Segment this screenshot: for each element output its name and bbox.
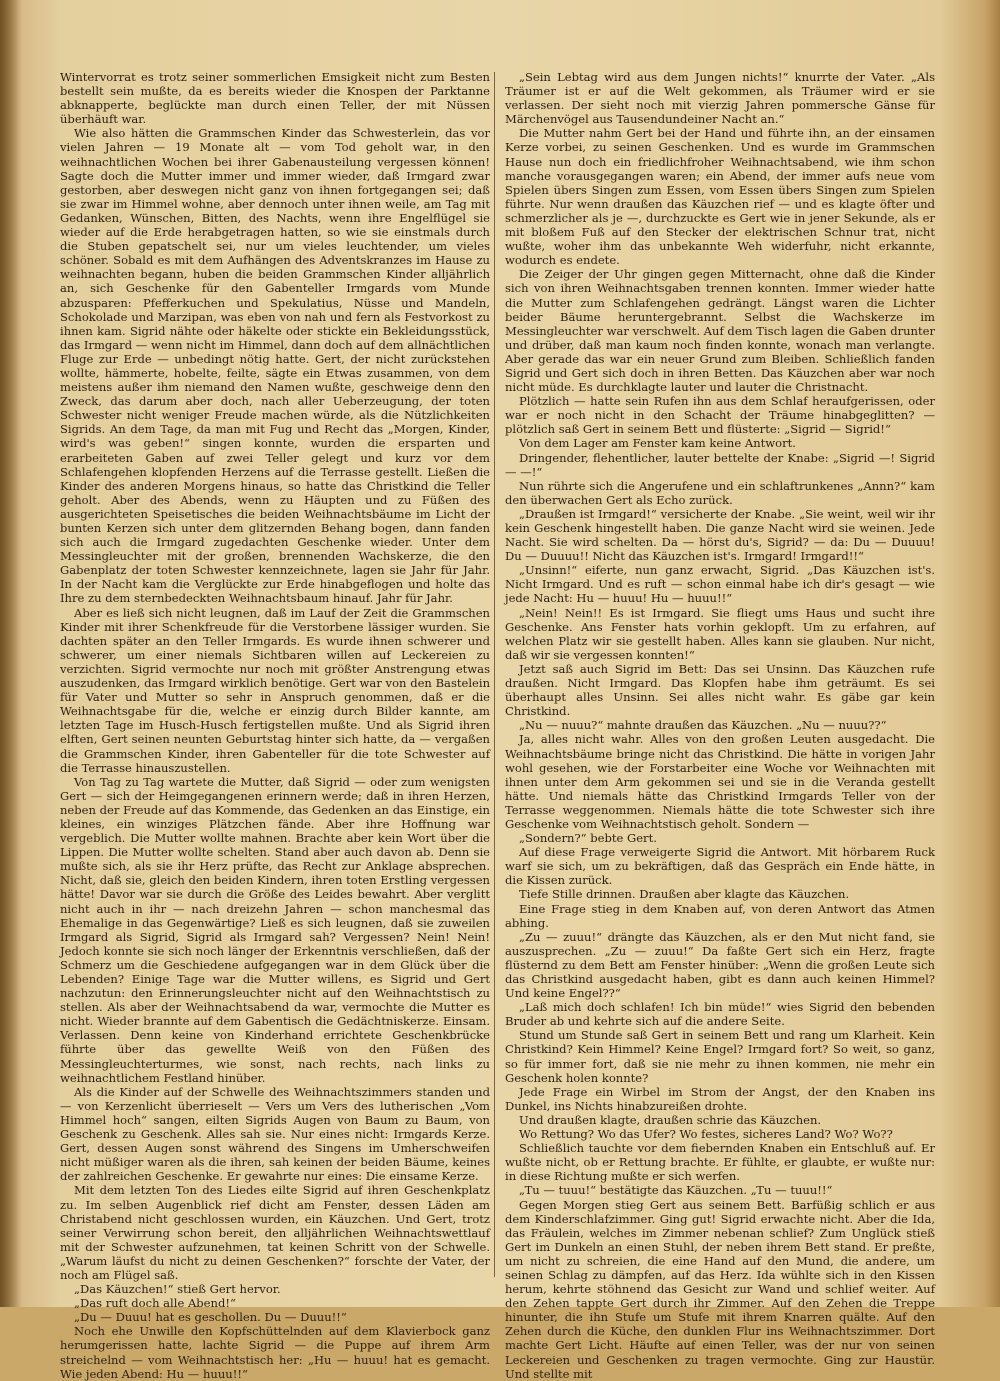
left-text-column: [60, 70, 490, 1381]
paragraph: Jetzt saß auch Sigrid im Bett: Das sei Unsinn. Das Käuzchen rufe draußen. Nicht Irmgard. Das Klopfen habe ihm geträumt. Es sei überhaupt alles Unsinn. Sei alles nicht wahr. Es gäbe gar kein Christkind.: [505, 661, 935, 719]
paragraph: Als die Kinder auf der Schwelle des Weihnachtszimmers standen und — von Kerzenlicht überrieselt — Vers um Vers des lutherischen „Vom Himmel hoch“ sangen, eilten Sigrids Augen von Baum zu Baum, von Geschenk zu Geschenk. Alles sah sie. Nur eines nicht: Irmgards Kerze. Gert, dessen Augen sonst während des Singens im Umherschweifen nicht müßiger waren als die ihren, sah keinen der beiden Bäume, keines der zahlreichen Geschenke. Er gewahrte nur eines: Die einsame Kerze.: [60, 1084, 490, 1184]
paragraph: „Du — Duuu! hat es geschollen. Du — Duuu!!“: [74, 1310, 347, 1325]
paragraph: Dringender, flehentlicher, lauter bettelte der Knabe: „Sigrid —! Sigrid — —!“: [505, 450, 935, 479]
paragraph: Gegen Morgen stieg Gert aus seinem Bett. Barfüßig schlich er aus dem Kinderschlafzimmer. Ging gut! Sigrid erwachte nicht. Aber die Ida, das Fräulein, welches im Zimmer nebenan schlief? Zum Unglück stieß Gert im Dunkeln an einen Stuhl, der neben ihrem Bett stand. Er preßte, um nicht zu schreien, die eine Hand auf den Mund, die andere, um seinen Schlag zu dämpfen, auf das Herz. Ida wühlte sich in den Kissen herum, kehrte stöhnend das Gesicht zur Wand und schlief weiter. Auf den Zehen tappte Gert durch ihr Zimmer. Auf den Zehen die Treppe hinunter, die ihn Stufe um Stufe mit ihrem Knarren quälte. Auf den Zehen durch die Küche, den dunklen Flur ins Weihnachtszimmer. Dort machte Gert Licht. Häufte auf einen Teller, was der nur von seinen Leckereien und Geschenken zu tragen vermochte. Ging zur Haustür. Und stellte mit: [505, 1197, 935, 1381]
paragraph: „Tu — tuuu!“ bestätigte das Käuzchen. „Tu — tuuu!!“: [519, 1183, 833, 1198]
paragraph: „Sondern?“ bebte Gert.: [519, 831, 657, 846]
paragraph: Auf diese Frage verweigerte Sigrid die Antwort. Mit hörbarem Ruck warf sie sich, um zu bekräftigen, daß das Gespräch ein Ende hätte, in die Kissen zurück.: [505, 845, 935, 888]
paragraph: Die Zeiger der Uhr gingen gegen Mitternacht, ohne daß die Kinder sich von ihren Weihnachtsgaben trennen konnten. Immer wieder hatte die Mutter zum Schlafengehen gedrängt. Längst waren die Lichter beider Bäume heruntergebrannt. Selbst die Wachskerze im Messingleuchter war verschwelt. Auf dem Tisch lagen die Gaben drunter und drüber, daß man kaum noch finden konnte, wonach man verlangte. Aber gerade das war ein neuer Grund zum Bleiben. Schließlich fanden Sigrid und Gert sich doch in ihren Betten. Das Käuzchen aber war noch nicht müde. Es durchklagte lauter und lauter die Christnacht.: [505, 267, 935, 395]
paragraph: Die Mutter nahm Gert bei der Hand und führte ihn, an der einsamen Kerze vorbei, zu seinen Geschenken. Und es wurde im Grammschen Hause nun doch ein friedlichfroher Weihnachtsabend, wie ihm schon manche vorausgegangen waren; ein Abend, der immer aufs neue vom Spielen übers Singen zum Essen, vom Essen übers Singen zum Spielen führte. Nur wenn draußen das Käuzchen rief — und es klagte öfter und schmerzlicher als je —, durchzuckte es Gert wie in jener Sekunde, als er mit bloßem Fuß auf den Stecker der elektrischen Schnur trat, nicht wußte, woher ihm das unbekannte Weh widerfuhr, nicht erkannte, wodurch es endete.: [505, 126, 935, 268]
paragraph: Nun rührte sich die Angerufene und ein schlaftrunkenes „Annn?“ kam den überwachen Gert als Echo zurück.: [505, 478, 935, 507]
paragraph: Ja, alles nicht wahr. Alles von den großen Leuten ausgedacht. Die Weihnachtsbäume bringe nicht das Christkind. Die hätte in vorigen Jahr wohl gesehen, wie der Forstarbeiter eine Woche vor Weihnachten mit ihnen unter dem Arm gekommen sei und sie in die Veranda gestellt hätte. Und niemals hätte das Christkind Irmgards Teller von der Terrasse weggenommen. Niemals hätte die tote Schwester sich ihre Geschenke vom Weihnachtstisch geholt. Sondern —: [505, 732, 935, 831]
paragraph: Von Tag zu Tag wartete die Mutter, daß Sigrid — oder zum wenigsten Gert — sich der Heimgegangenen erinnern werde; daß in ihren Herzen, neben der Freude auf das Kommende, das Gedenken an das Einstige, ein kleines, ein winziges Plätzchen fände. Aber ihre Hoffnung war vergeblich. Die Mutter wollte mahnen. Brachte aber kein Wort über die Lippen. Die Mutter wollte schelten. Stand aber auch davon ab. Denn sie mußte sich, als sie ihr Herz prüfte, das Recht zur Anklage absprechen. Nicht, daß sie, gleich den beiden Kindern, ihren toten Erstling vergessen hätte! Davor war sie durch die Größe des Leides bewahrt. Aber verglitt nicht auch in ihr — nach dreizehn Jahren — schon manchesmal das Ehemalige in das Gegenwärtige? Ließ es sich leugnen, daß sie zuweilen Irmgard als Sigrid, Sigrid als Irmgard sah? Vergessen? Nein! Nein! Jedoch konnte sie sich noch länger der Erkenntnis verschließen, daß der Schmerz um die Geschiedene aufgegangen war in dem Glück über die Lebenden? Einige Tage war die Mutter willens, es Sigrid und Gert nachzutun: den Erinnerungsleuchter nicht auf den Weihnachtstisch zu stellen. Als aber der Weihnachtsabend da war, vermochte die Mutter es nicht. Wieder brannte auf dem Gabentisch die Gedächtniskerze. Einsam. Verlassen. Denn keine von Kinderhand errichtete Geschenkbrücke führte über das gewellte Weiß von den Füßen des Messingleuchterturmes, wie sonst, nach rechts, nach links zu weihnachtlichem Festland hinüber.: [60, 774, 490, 1085]
paragraph: Eine Frage stieg in dem Knaben auf, von deren Antwort das Atmen abhing.: [505, 901, 935, 930]
binding-shadow: [0, 0, 22, 1307]
paragraph: „Das Käuzchen!“ stieß Gert hervor.: [74, 1282, 281, 1297]
paragraph: „Sein Lebtag wird aus dem Jungen nichts!“ knurrte der Vater. „Als Träumer ist er auf die Welt gekommen, als Träumer wird er sie verlassen. Der sieht noch mit vierzig Jahren pommersche Gänse für Märchenvögel aus Tausendundeiner Nacht an.“: [505, 70, 935, 127]
paragraph: Und draußen klagte, draußen schrie das Käuzchen.: [519, 1112, 822, 1127]
right-text-column: [505, 70, 935, 1381]
paragraph: „Nu — nuuu?“ mahnte draußen das Käuzchen. „Nu — nuuu??“: [519, 718, 887, 733]
column-rule: [494, 72, 495, 1277]
paragraph: Noch ehe Unwille den Kopfschüttelnden auf dem Klavierbock ganz herumgerissen hatte, lachte Sigrid — die Puppe auf ihrem Arm streichelnd — vom Weihnachtstisch her: „Hu — huuu! hat es gemacht. Wie jeden Abend: Hu — huuu!!“: [60, 1324, 490, 1381]
paragraph: Tiefe Stille drinnen. Draußen aber klagte das Käuzchen.: [519, 887, 850, 902]
paragraph: „Das ruft doch alle Abend!“: [74, 1296, 236, 1311]
paragraph: Von dem Lager am Fenster kam keine Antwort.: [519, 436, 796, 451]
paragraph: „Laß mich doch schlafen! Ich bin müde!“ wies Sigrid den bebenden Bruder ab und kehrte sich auf die andere Seite.: [505, 1000, 935, 1029]
paragraph: Wie also hätten die Grammschen Kinder das Schwesterlein, das vor vielen Jahren — 19 Monate alt — vom Tod geholt war, in den weihnachtlichen Wochen bei ihrer Gabenausteilung vergessen können! Sagte doch die Mutter immer und immer wieder, daß Irmgard zwar gestorben, aber deswegen nicht ganz von ihnen fortgegangen sei; daß sie zwar im Himmel wohne, aber dennoch unter ihnen weile, am Tag mit Gedanken, Wünschen, Bitten, des Nachts, wenn ihre Engelflügel sie wieder auf die Erde herabgetragen hatten, so wie sie einstmals durch die Stuben gepatschelt sei, nur um vieles leuchtender, um vieles schöner. Sobald es mit dem Aufhängen des Adventskranzes im Hause zu weihnachten begann, huben die beiden Grammschen Kinder alljährlich an, sich Geschenke für den Gabenteller Irmgards vom Munde abzusparen: Pfefferkuchen und Spekulatius, Nüsse und Mandeln, Schokolade und Marzipan, was eben von nah und fern als Festvorkost zu ihnen kam. Sigrid nähte oder häkelte oder stickte ein Bekleidungsstück, das Irmgard — wenn nicht im Himmel, dann doch auf dem allnächtlichen Fluge zur Erde — unbedingt nötig hatte. Gert, der nicht zurückstehen wollte, hämmerte, hobelte, feilte, sägte ein Etwas zusammen, von dem meistens außer ihm niemand den Namen wußte, geschweige denn den Zweck, das darum aber doch, nach aller Ueberzeugung, der toten Schwester nicht weniger Freude machen würde, als die Nützlichkeiten Sigrids. An dem Tage, da man mit Fug und Recht das „Morgen, Kinder, wird's was geben!“ singen konnte, wurden die ersparten und erarbeiteten Gaben auf zwei Teller gelegt und kurz vor dem Schlafengehen klopfenden Herzens auf die Terrasse gestellt. Ließen die Kinder des anderen Morgens hinaus, so hatte das Christkind die Teller geholt. Aber des Abends, wenn zu Häupten und zu Füßen des ausgerichteten Speisetisches die beiden Weihnachtsbäume im Licht der bunten Kerzen sich unter dem glitzernden Behang bogen, dann fanden sich auch die Irmgard zugedachten Geschenke wieder. Unter dem Messingleuchter mit der großen, brennenden Wachskerze, die den Gabenplatz der toten Schwester kennzeichnete, lagen sie Jahr für Jahr. In der Nacht kam die Verglückte zur Erde hinabgeflogen und holte das Ihre zu dem sternbedeckten Weihnachtsbaum hinauf. Jahr für Jahr.: [60, 126, 490, 606]
paragraph: Wo Rettung? Wo das Ufer? Wo festes, sicheres Land? Wo? Wo??: [519, 1127, 893, 1142]
paragraph: Schließlich tauchte vor dem fiebernden Knaben ein Entschluß auf. Er wußte nicht, ob er Rettung brachte. Er fühlte, er glaubte, er wußte nur: in diese Richtung mußte er sich werfen.: [505, 1141, 935, 1184]
paragraph: Aber es ließ sich nicht leugnen, daß im Lauf der Zeit die Grammschen Kinder mit ihrer Schenkfreude für die Verstorbene lässiger wurden. Sie dachten später an den Teller Irmgards. Es wurde ihnen schwerer und schwerer, um einer niemals Sichtbaren willen auf Leckereien zu verzichten. Sigrid vermochte nur noch mit größter Anstrengung etwas auszudenken, das Irmgard wirklich benötige. Gert war von den Bastelein für Vater und Mutter so sehr in Anspruch genommen, daß er die Weihnachtsgabe für die, welche er einzig durch Bilder kannte, am letzten Tage im Husch-Husch fertigstellen mußte. Und als Sigrid ihren elften, Gert seinen neunten Geburtstag hinter sich hatte, da — vergaßen die Grammschen Kinder, ihren Gabenteller für die tote Schwester auf die Terrasse hinauszustellen.: [60, 605, 490, 775]
paragraph: Mit dem letzten Ton des Liedes eilte Sigrid auf ihren Geschenkplatz zu. Im selben Augenblick rief dicht am Fenster, dessen Läden am Christabend nicht geschlossen wurden, ein Käuzchen. Und Gert, trotz seiner Verwirrung schon bereit, den alljährlichen Weihnachtswettlauf mit der Schwester aufzunehmen, tat keinen Schritt von der Schwelle. „Warum läufst du nicht zu deinen Geschenken?“ forschte der Vater, der noch am Flügel saß.: [60, 1183, 490, 1282]
paragraph: Plötzlich — hatte sein Rufen ihn aus dem Schlaf heraufgerissen, oder war er noch nicht in den Schacht der Träume hinabgeglitten? — plötzlich saß Gert in seinem Bett und flüsterte: „Sigrid — Sigrid!“: [505, 394, 935, 437]
paragraph: „Draußen ist Irmgard!“ versicherte der Knabe. „Sie weint, weil wir ihr kein Geschenk hingestellt haben. Die ganze Nacht wird sie weinen. Jede Nacht. Sie wird schelten. Da — hörst du's, Sigrid? — da: Du — Duuuu! Du — Duuuu!! Nicht das Käuzchen ist's. Irmgard! Irmgard!!“: [505, 506, 935, 564]
paragraph: Wintervorrat es trotz seiner sommerlichen Emsigkeit nicht zum Besten bestellt sein mußte, da es bereits wieder die Knospen der Parktanne abknapperte, beglückte man durch einen Teller, der mit Nüssen überhäuft war.: [60, 70, 490, 127]
paragraph: Jede Frage ein Wirbel im Strom der Angst, der den Knaben ins Dunkel, ins Nichts hinabzureißen drohte.: [505, 1084, 935, 1113]
paragraph: „Nein! Nein!! Es ist Irmgard. Sie fliegt ums Haus und sucht ihre Geschenke. Ans Fenster hats vorhin geklopft. Um zu erfahren, auf welchen Platz wir sie gestellt haben. Alles kann sie glauben. Nur nicht, daß wir sie vergessen konnten!“: [505, 605, 935, 662]
paragraph: „Zu — zuuu!“ drängte das Käuzchen, als er den Mut nicht fand, sie auszusprechen. „Zu — zuuu!“ Da faßte Gert sich ein Herz, fragte flüsternd zu dem Bett am Fenster hinüber: „Wenn die großen Leute sich das Christkind ausgedacht haben, gibt es dann auch keinen Himmel? Und keine Engel??“: [505, 929, 935, 1001]
paragraph: „Unsinn!“ eiferte, nun ganz erwacht, Sigrid. „Das Käuzchen ist's. Nicht Irmgard. Und es ruft — schon einmal habe ich dir's gesagt — wie jede Nacht: Hu — huuu! Hu — huuu!!“: [505, 563, 935, 606]
paragraph: Stund um Stunde saß Gert in seinem Bett und rang um Klarheit. Kein Christkind? Kein Himmel? Keine Engel? Irmgard fort? So weit, so ganz, so für immer fort, daß sie nie mehr zu ihnen kommen, nie mehr ein Geschenk holen konnte?: [505, 1028, 935, 1085]
